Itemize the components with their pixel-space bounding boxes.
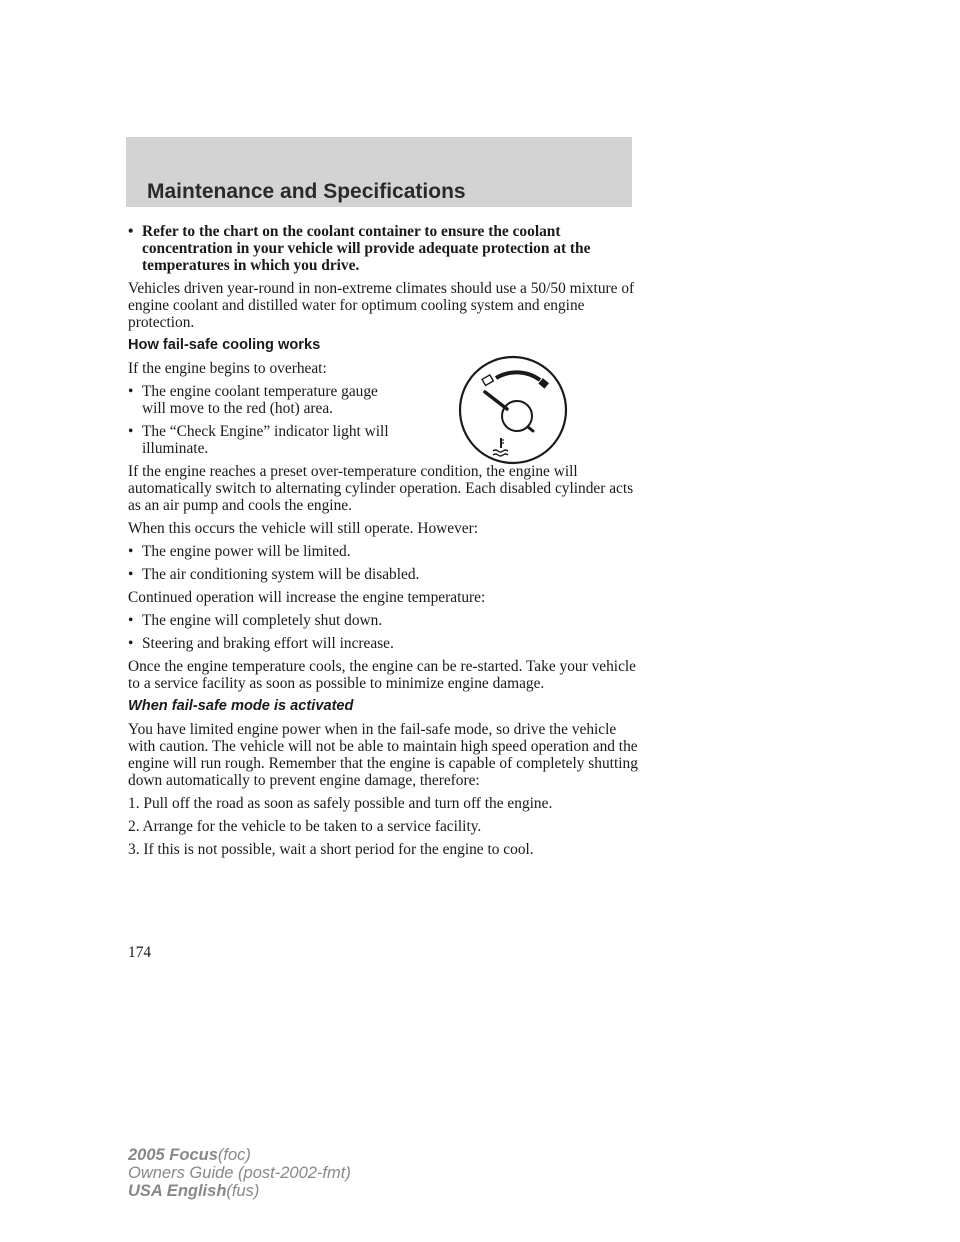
coolant-temperature-gauge-icon <box>458 354 568 466</box>
footer-language: USA English <box>128 1182 227 1200</box>
heading-failsafe-cooling: How fail-safe cooling works <box>128 337 321 353</box>
page-title: Maintenance and Specifications <box>147 180 466 203</box>
para-overheat: If the engine begins to overheat: <box>128 360 327 377</box>
footer-model: 2005 Focus <box>128 1146 218 1164</box>
footer-edition <box>128 1146 351 1200</box>
bullet-ac-disabled: • The air conditioning system will be disabled. <box>128 566 638 583</box>
step-1: 1. Pull off the road as soon as safely possible and turn off the engine. <box>128 795 553 812</box>
heading-failsafe-activated: When fail-safe mode is activated <box>128 698 354 714</box>
para-continued-operation: Continued operation will increase the engine temperature: <box>128 589 486 606</box>
para-when-occurs: When this occurs the vehicle will still operate. However: <box>128 520 479 537</box>
bullet-gauge-red: • The engine coolant temperature gauge will move to the red (hot) area. <box>128 383 392 417</box>
footer-model-code: (foc) <box>217 1146 251 1164</box>
bullet-steering-braking: • Steering and braking effort will increase. <box>128 635 638 652</box>
step-3: 3. If this is not possible, wait a short period for the engine to cool. <box>128 841 534 858</box>
bullet-engine-shutdown: • The engine will completely shut down. <box>128 612 638 629</box>
para-vehicles-mixture: Vehicles driven year-round in non-extreme climates should use a 50/50 mixture of engine coolant and distilled water for optimum cooling system and engine protection. <box>128 280 635 331</box>
bullet-refer-chart: • Refer to the chart on the coolant container to ensure the coolant concentration in your vehicle will provide adequate protection at the temperatures in which you drive. <box>128 223 638 274</box>
footer-language-code: (fus) <box>226 1182 260 1200</box>
para-limited-power: You have limited engine power when in the fail-safe mode, so drive the vehicle with caution. The vehicle will not be able to maintain high speed operation and the engine will run rough. Remember that the engine is capable of completely shutting down automatically to prevent engine damage, therefore: <box>128 721 638 789</box>
page-content <box>128 223 638 864</box>
step-2: 2. Arrange for the vehicle to be taken to a service facility. <box>128 818 482 835</box>
para-once-cools: Once the engine temperature cools, the engine can be re-started. Take your vehicle to a service facility as soon as possible to minimize engine damage. <box>128 658 637 692</box>
bullet-power-limited: • The engine power will be limited. <box>128 543 638 560</box>
page-number: 174 <box>128 944 152 961</box>
bullet-check-engine: • The “Check Engine” indicator light will illuminate. <box>128 423 392 457</box>
para-preset-condition: If the engine reaches a preset over-temperature condition, the engine will automatically switch to alternating cylinder operation. Each disabled cylinder acts as an air pump and cools the engine. <box>128 463 634 514</box>
footer-guide: Owners Guide (post-2002-fmt) <box>128 1164 351 1182</box>
